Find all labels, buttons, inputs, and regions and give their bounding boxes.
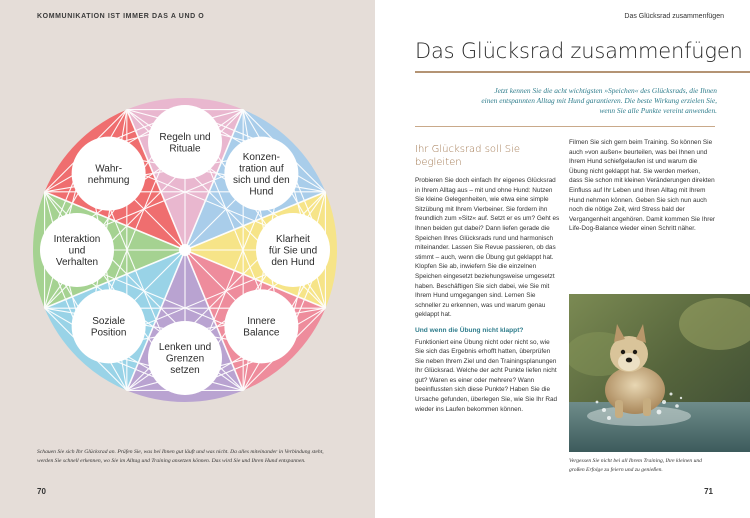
wheel-label: sich und den <box>233 174 290 186</box>
wheel-label: Lenken und <box>158 342 212 353</box>
photo-caption: Vergessen Sie nicht bei all Ihrem Training, Ihre kleinen und großen Erfolge zu feiern und zu genießen. <box>569 458 702 473</box>
wheel-label: Hund <box>249 186 274 198</box>
section-heading: Ihr Glücksrad soll Sie begleiten <box>415 144 521 168</box>
text-column-1 <box>415 143 560 414</box>
section-divider <box>415 126 715 127</box>
wheel-label: Rituale <box>169 143 201 155</box>
subheading: Und wenn die Übung nicht klappt? <box>415 326 524 334</box>
wheel-label: setzen <box>170 365 200 376</box>
body-paragraph: Probieren Sie doch einfach Ihr eigenes Glücksrad in Ihrem Alltag aus – mit und ohne Hund: Nutzen Sie kleine Gelegenheiten, wie etwa eine simple Sitzübung mit Ihrem Vierbeiner. Sie fordern ihn freundlich zum »Sitz« auf. Setzt er es um? Geht es Ihnen beiden gut dabei? Dann liefen gerade die Speichen Ihres Glücksrads rund und harmonisch miteinander. Lassen Sie Revue passieren, ob das stimmt – auch, wenn die Übung gut geklappt hat. Klopfen Sie ab, inwiefern Sie die einzelnen Speichen eingesetzt beziehungsweise umgesetzt haben. Beschäftigen Sie sich dabei, wie Sie mit Ihrem Hund umgegangen sind. Lernen Sie schneller zu erkennen, was und warum genau geklappt hat. <box>415 177 560 319</box>
page-number-right: 71 <box>704 487 713 496</box>
wheel-label: Konzen- <box>242 151 280 163</box>
wheel-label: Innere <box>247 316 276 328</box>
wheel-label: Soziale <box>92 316 126 328</box>
running-head-right: Das Glücksrad zusammenfügen <box>624 13 724 20</box>
running-head-left: KOMMUNIKATION IST IMMER DAS A UND O <box>37 13 205 20</box>
title-rule <box>415 71 750 73</box>
wheel-label: tration auf <box>239 163 284 175</box>
text-column-2 <box>569 138 715 234</box>
page-number-left: 70 <box>37 487 46 496</box>
wheel-label: den Hund <box>271 257 315 268</box>
wheel-hub <box>179 244 191 256</box>
wheel-label: Klarheit <box>276 234 310 245</box>
wheel-label: und <box>68 245 86 257</box>
happiness-wheel-diagram <box>30 95 340 405</box>
wheel-label: Position <box>90 327 127 339</box>
wheel-label: für Sie und <box>268 245 318 257</box>
page-title: Das Glücksrad zusammenfügen <box>415 39 743 63</box>
wheel-label: Wahr- <box>95 163 123 175</box>
wheel-label: Balance <box>243 327 280 339</box>
right-page <box>375 0 750 518</box>
lead-paragraph: Jetzt kennen Sie die acht wichtigsten »Speichen« des Glücksrads, die Ihnen einen entspannten Alltag mit Hund garantieren. Die beste Wirkung erzielen Sie, wenn Sie alle Punkte vereint anwenden. <box>481 86 717 115</box>
body-paragraph: Funktioniert eine Übung nicht oder nicht so, wie Sie sich das Ergebnis erhofft hatten, überprüfen Sie neben Ihrem Ziel und den Trainingsplanungen Ihr Glücksrad. Welche der acht Punkte liefen nicht gut? Waren es einer oder mehrere? Wann beeinflussten sich diese Punkte? Haben Sie die Ursache gefunden, überlegen Sie, wie Sie Ihr Rad wieder ins Laufen bekommen können. <box>415 338 558 413</box>
dog-photo <box>569 294 750 452</box>
wheel-label: Verhalten <box>55 257 99 268</box>
wheel-label: Grenzen <box>165 353 205 365</box>
wheel-label: Interaktion <box>53 234 101 245</box>
wheel-caption: Schauen Sie sich Ihr Glücksrad an. Prüfen Sie, was bei Ihnen gut läuft und was nicht. Da alles miteinander in Verbindung steht, werden Sie schnell erkennen, wo Sie im Alltag und Training ansetzen können. Das wird Sie und Ihren Hund entspannen. <box>37 449 324 464</box>
wheel-label: nehmung <box>87 174 130 186</box>
body-paragraph: Filmen Sie sich gern beim Training. So können Sie auch »von außen« beurteilen, was bei Ihnen und Ihrem Hund schiefgelaufen ist und warum die Übung nicht geklappt hat. Sie werden merken, dass Sie schon mit kleinen Veränderungen direkten Einfluss auf Ihr Leben und Ihren Alltag mit Ihrem Hund nehmen können. Geben Sie sich nun auch noch die nötige Zeit, wird Stress bald der Vergangenheit angehören. Damit kommen Sie Ihrer Life-Dog-Balance wieder einen Schritt näher. <box>569 139 716 233</box>
wheel-label: Regeln und <box>159 131 211 143</box>
